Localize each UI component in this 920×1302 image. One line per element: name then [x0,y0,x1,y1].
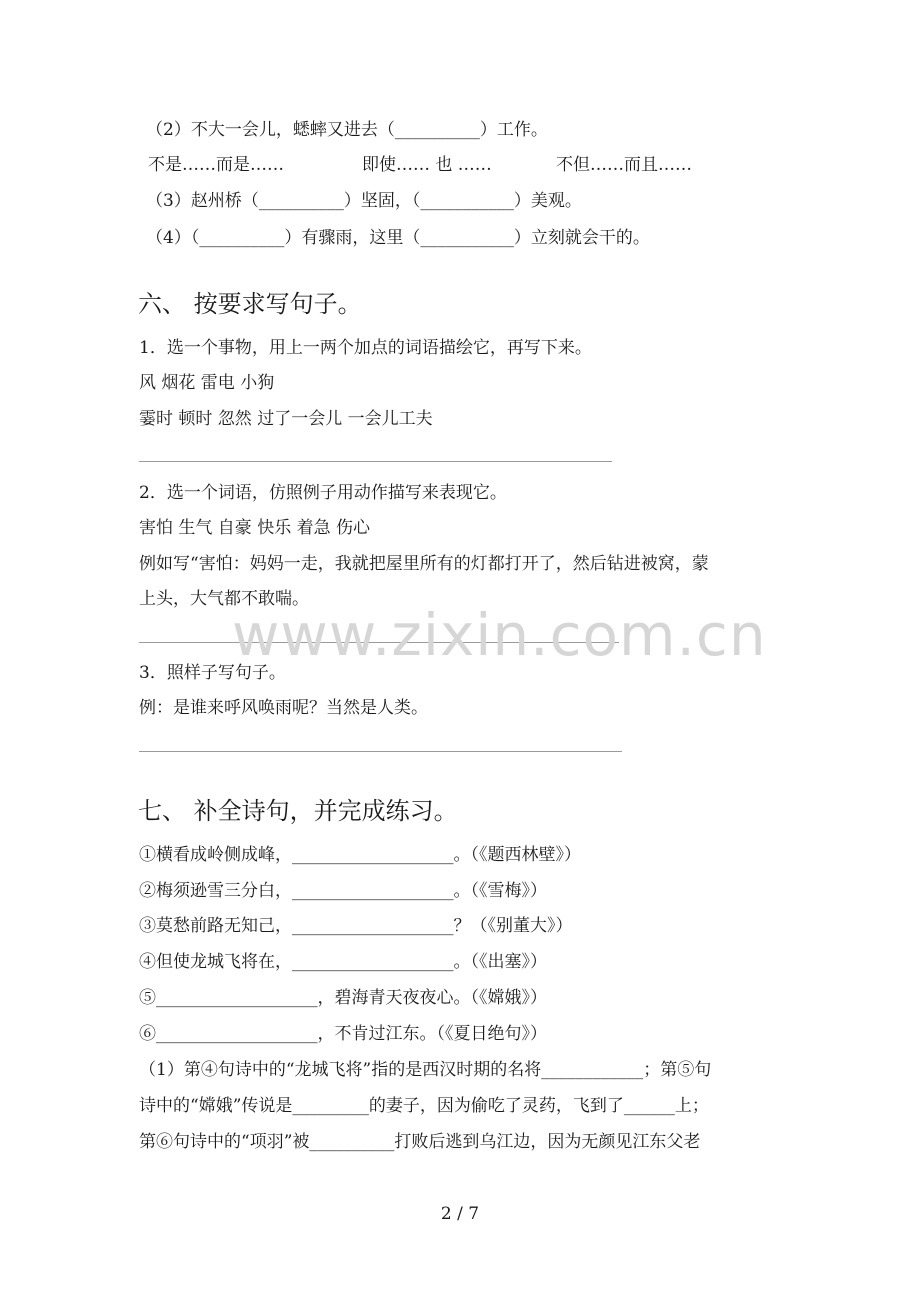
item-3-example: 例：是谁来呼风唤雨呢？当然是人类。 [139,698,428,718]
conjunction-option-2: 即使…… 也 …… [362,155,492,175]
answer-line-1[interactable] [139,461,612,462]
answer-line-3[interactable] [139,751,622,752]
item-2-example-line-1: 例如写“害怕：妈妈一走，我就把屋里所有的灯都打开了，然后钻进被窝，蒙 [139,554,709,574]
poem-line-3: ③莫愁前路无知己，___________________？（《别董大》） [139,916,573,936]
page-number: 2 / 7 [440,1204,480,1224]
item-2-example-line-2: 上头，大气都不敢喘。 [139,589,309,609]
item-3-prompt: 3．照样子写句子。 [139,663,286,683]
fill-question-4: （4）（__________）有骤雨，这里（___________）立刻就会干的。 [146,228,650,248]
poem-question-line-3: 第⑥句诗中的“项羽”被__________打败后逃到乌江边，因为无颜见江东父老 [139,1132,701,1152]
watermark: www.zixin.com.cn [232,601,767,669]
poem-line-2: ②梅须逊雪三分白，___________________。（《雪梅》） [139,881,547,901]
item-1-things: 风 烟花 雷电 小狗 [139,373,275,393]
conjunction-option-3: 不但……而且…… [556,155,692,175]
fill-question-2: （2）不大一会儿，蟋蟀又进去（__________）工作。 [146,120,548,140]
item-1-prompt: 1．选一个事物，用上一两个加点的词语描绘它，再写下来。 [139,338,592,358]
item-2-words: 害怕 生气 自豪 快乐 着急 伤心 [139,518,371,538]
poem-question-line-1: （1）第④句诗中的“龙城飞将”指的是西汉时期的名将____________；第⑤句 [139,1060,712,1080]
section-6-heading: 六、 按要求写句子。 [138,290,362,318]
item-2-prompt: 2．选一个词语，仿照例子用动作描写来表现它。 [139,483,507,503]
fill-question-3: （3）赵州桥（__________）坚固，（___________）美观。 [146,191,582,211]
section-7-heading: 七、 补全诗句，并完成练习。 [138,797,458,825]
poem-line-6: ⑥___________________，不肯过江东。（《夏日绝句》） [139,1024,547,1044]
poem-line-1: ①横看成岭侧成峰，___________________。（《题西林壁》） [139,845,581,865]
poem-line-5: ⑤___________________，碧海青天夜夜心。（《嫦娥》） [139,988,547,1008]
poem-line-4: ④但使龙城飞将在，___________________。（《出塞》） [139,952,547,972]
poem-question-line-2: 诗中的“嫦娥”传说是_________的妻子，因为偷吃了灵药，飞到了______上； [139,1096,709,1116]
conjunction-option-1: 不是……而是…… [148,155,284,175]
item-1-words: 霎时 顿时 忽然 过了一会儿 一会儿工夫 [139,409,433,429]
